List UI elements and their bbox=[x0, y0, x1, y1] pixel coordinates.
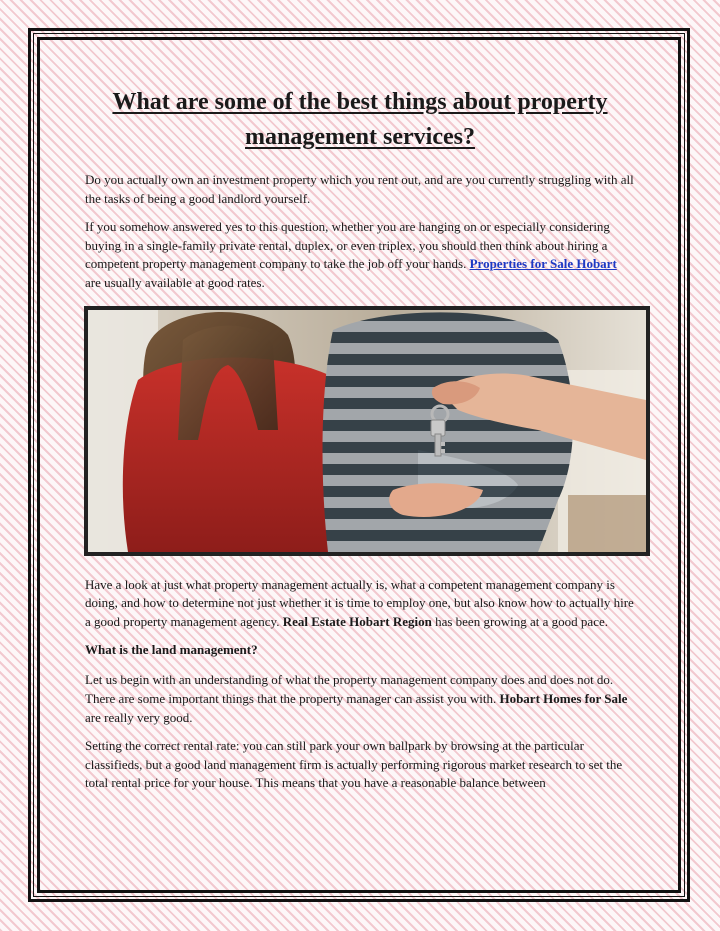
woman-red-top bbox=[123, 357, 343, 552]
second-paragraph bbox=[85, 218, 635, 292]
hobart-homes-for-sale-bold: Hobart Homes for Sale bbox=[499, 690, 628, 706]
fourth-paragraph-text: Let us begin with an understanding of what the property management company does and does not do. There are some important things that the property manager can assist you with. bbox=[85, 672, 614, 706]
real-estate-hobart-region-bold: Real Estate Hobart Region bbox=[282, 613, 432, 629]
second-paragraph-tail: are usually available at good rates. bbox=[85, 274, 265, 290]
section-heading-land-management: What is the land management? bbox=[85, 642, 258, 658]
third-paragraph-tail: has been growing at a good pace. bbox=[431, 613, 608, 629]
article-title: What are some of the best things about property management services? bbox=[112, 89, 608, 150]
article bbox=[85, 85, 635, 803]
keys-handover-photo bbox=[84, 306, 650, 556]
fourth-paragraph-tail: are really very good. bbox=[85, 709, 193, 725]
third-paragraph-text: Have a look at just what property management actually is, what a competent management company is doing, and how to determine not just whether it is time to employ one, but also know how to actually hire a good property management agency. bbox=[85, 576, 634, 629]
fifth-paragraph: Setting the correct rental rate: you can still park your own ballpark by browsing at the particular classifieds, but a good land management firm is actually performing rigorous market research to set the total rental price for your house. This means that you have a reasonable balance between bbox=[85, 738, 623, 791]
third-paragraph bbox=[85, 576, 635, 632]
intro-paragraph: Do you actually own an investment property which you rent out, and are you currently struggling with all the tasks of being a good landlord yourself. bbox=[85, 172, 634, 206]
properties-for-sale-hobart-link[interactable]: Properties for Sale Hobart bbox=[469, 256, 617, 272]
fourth-paragraph bbox=[85, 671, 635, 727]
second-paragraph-text: If you somehow answered yes to this question, whether you are hanging on or especially considering buying in a single-family private rental, duplex, or even triplex, you should then think about hiring a competent property management company to take the job off your hands. bbox=[85, 219, 610, 272]
